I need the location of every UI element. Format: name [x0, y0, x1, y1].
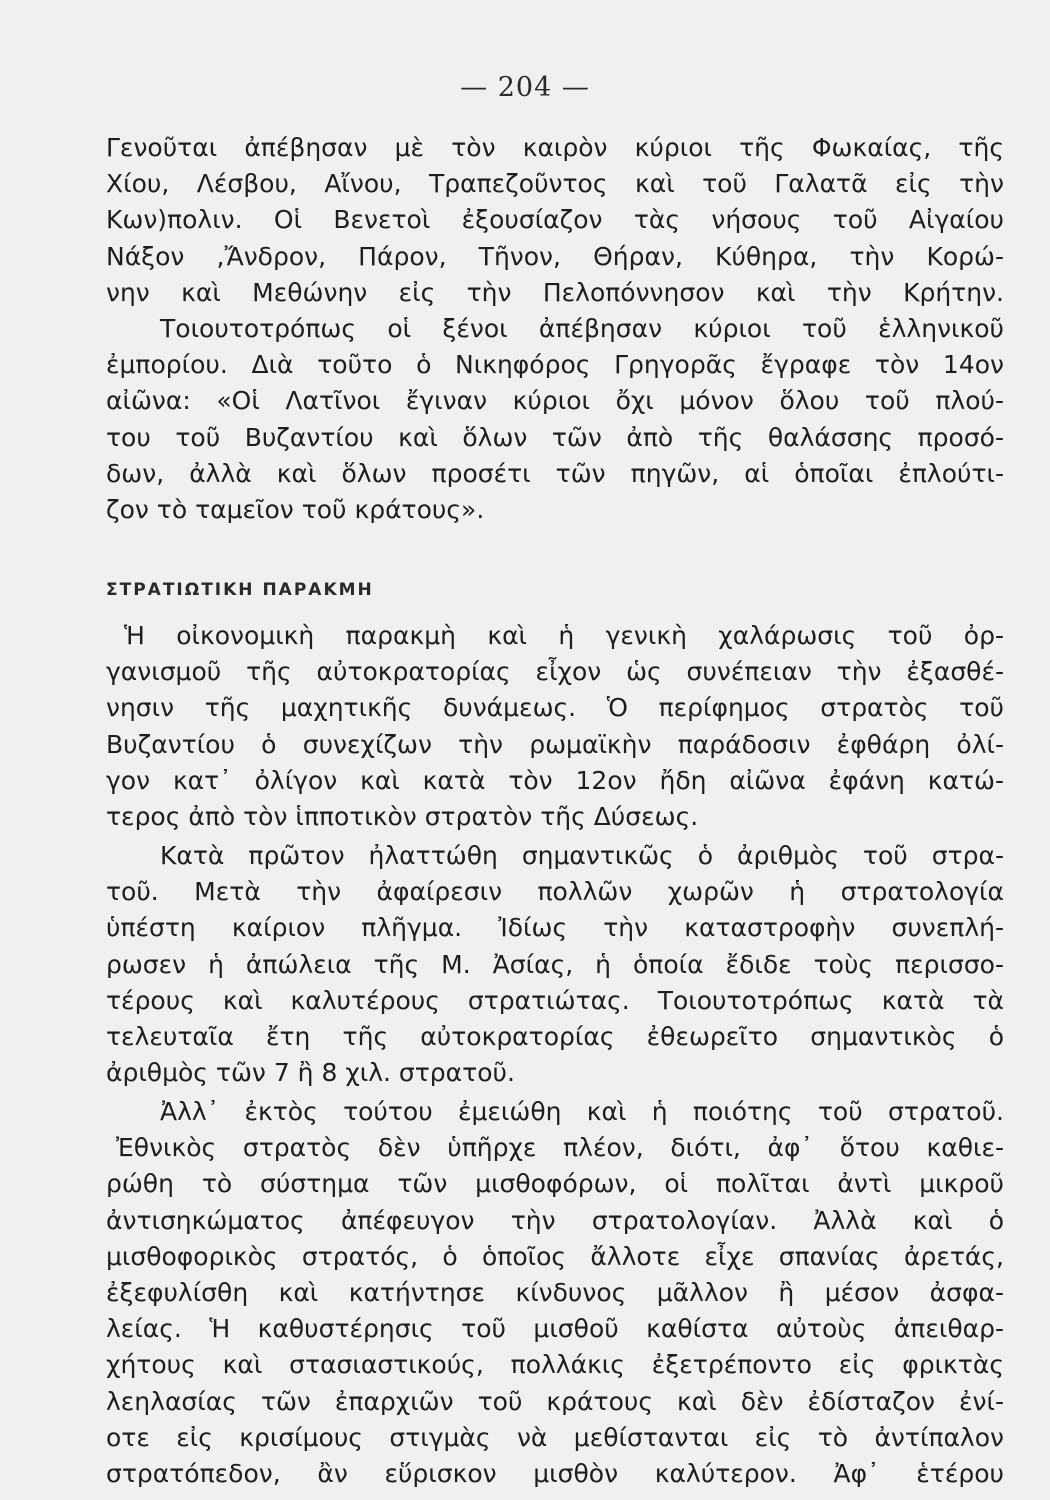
text-line: νησιν τῆς μαχητικῆς δυνάμεως. Ὁ περίφημος στρατὸς τοῦ [106, 693, 1004, 723]
text-line: τέρους καὶ καλυτέρους στρατιώτας. Τοιουτοτρόπως κατὰ τὰ [106, 985, 1004, 1015]
section-heading: ΣΤΡΑΤΙΩΤΙΚΗ ΠΑΡΑΚΜΗ [106, 580, 374, 600]
text-line: του τοῦ Βυζαντίου καὶ ὅλων τῶν ἀπὸ τῆς θαλάσσης προσό- [106, 422, 1004, 452]
text-line: Κατὰ πρῶτον ἠλαττώθη σημαντικῶς ὁ ἀριθμὸς τοῦ στρα- [160, 841, 1004, 870]
text-line: ἀριθμὸς τῶν 7 ἢ 8 χιλ. στρατοῦ. [106, 1058, 515, 1088]
text-line: Βυζαντίου ὁ συνεχίζων τὴν ρωμαϊκὴν παράδοσιν ἐφθάρη ὀλί- [106, 729, 1004, 759]
text-line: χήτους καὶ στασιαστικούς, πολλάκις ἐξετρέποντο εἰς φρικτὰς [106, 1350, 1004, 1380]
text-line: Νάξον ,Ἄνδρον, Πάρον, Τῆνον, Θήραν, Κύθηρα, τὴν Κορώ- [106, 241, 1004, 271]
text-block-economy [106, 130, 1004, 528]
text-line: ρώθη τὸ σύστημα τῶν μισθοφόρων, οἱ πολῖται ἀντὶ μικροῦ [106, 1169, 1004, 1199]
text-line: Ἀλλ᾿ ἐκτὸς τούτου ἐμειώθη καὶ ἡ ποιότης τοῦ στρατοῦ. [160, 1097, 1004, 1126]
text-line: ρωσεν ἡ ἀπώλεια τῆς Μ. Ἀσίας, ἡ ὁποία ἔδιδε τοὺς περισσο- [106, 949, 1004, 979]
text-line: τερος ἀπὸ τὸν ἱπποτικὸν στρατὸν τῆς Δύσεως. [106, 801, 699, 831]
text-line: ζον τὸ ταμεῖον τοῦ κράτους». [106, 494, 485, 524]
text-line: Ἐθνικὸς στρατὸς δὲν ὑπῆρχε πλέον, διότι, ἀφ᾿ ὅτου καθιε- [116, 1133, 1004, 1163]
text-line: μισθοφορικὸς στρατός, ὁ ὁποῖος ἄλλοτε εἶχε σπανίας ἀρετάς, [106, 1241, 1004, 1271]
text-line: ἀντισηκώματος ἀπέφευγον τὴν στρατολογίαν. Ἀλλὰ καὶ ὁ [106, 1205, 1004, 1235]
text-line: λείας. Ἡ καθυστέρησις τοῦ μισθοῦ καθίστα αὐτοὺς ἀπειθαρ- [106, 1314, 1004, 1344]
text-line: δων, ἀλλὰ καὶ ὅλων προσέτι τῶν πηγῶν, αἱ ὁποῖαι ἐπλούτι- [106, 458, 1004, 488]
text-line: νην καὶ Μεθώνην εἰς τὴν Πελοπόννησον καὶ τὴν Κρήτην. [106, 277, 1004, 307]
text-line: αἰῶνα: «Οἱ Λατῖνοι ἔγιναν κύριοι ὄχι μόνον ὅλου τοῦ πλού- [106, 386, 1004, 416]
text-line: ἐξεφυλίσθη καὶ κατήντησε κίνδυνος μᾶλλον ἢ μέσον ἀσφα- [106, 1277, 1004, 1307]
text-line: ὑπέστη καίριον πλῆγμα. Ἰδίως τὴν καταστροφὴν συνεπλή- [106, 913, 1004, 943]
text-line: οτε εἰς κρισίμους στιγμὰς νὰ μεθίστανται εἰς τὸ ἀντίπαλον [106, 1422, 1004, 1452]
text-line: Ἡ οἰκονομικὴ παρακμὴ καὶ ἡ γενικὴ χαλάρωσις τοῦ ὀρ- [124, 621, 1004, 650]
text-line: Γενοῦται ἀπέβησαν μὲ τὸν καιρὸν κύριοι τῆς Φωκαίας, τῆς [106, 133, 1004, 162]
text-line: γον κατ᾿ ὀλίγον καὶ κατὰ τὸν 12ον ἤδη αἰῶνα ἐφάνη κατώ- [106, 765, 1004, 795]
text-line: στρατόπεδον, ἂν εὕρισκον μισθὸν καλύτερον. Ἀφ᾿ ἑτέρου [106, 1458, 1004, 1488]
text-line: τελευταῖα ἔτη τῆς αὐτοκρατορίας ἐθεωρεῖτο σημαντικὸς ὁ [106, 1021, 1004, 1051]
page-number: — 204 — [460, 72, 590, 103]
text-line: λεηλασίας τῶν ἐπαρχιῶν τοῦ κράτους καὶ δὲν ἐδίσταζον ἐνί- [106, 1386, 1004, 1416]
paragraph-army-quality [106, 1094, 1004, 1492]
text-line: ἐμπορίου. Διὰ τοῦτο ὁ Νικηφόρος Γρηγορᾶς ἔγραφε τὸν 14ον [106, 350, 1004, 380]
text-line: γανισμοῦ τῆς αὐτοκρατορίας εἶχον ὡς συνέπειαν τὴν ἐξασθέ- [106, 657, 1004, 687]
text-line: Κων)πολιν. Οἱ Βενετοὶ ἐξουσίαζον τὰς νήσους τοῦ Αἰγαίου [106, 205, 1004, 235]
text-line: Χίου, Λέσβου, Αἴνου, Τραπεζοῦντος καὶ τοῦ Γαλατᾶ εἰς τὴν [106, 169, 1004, 199]
text-line: Τοιουτοτρόπως οἱ ξένοι ἀπέβησαν κύριοι τοῦ ἑλληνικοῦ [160, 313, 1004, 343]
text-line: τοῦ. Μετὰ τὴν ἀφαίρεσιν πολλῶν χωρῶν ἡ στρατολογία [106, 877, 1004, 907]
paragraph-army-size [106, 838, 1004, 1091]
paragraph-military-decline [106, 618, 1004, 835]
